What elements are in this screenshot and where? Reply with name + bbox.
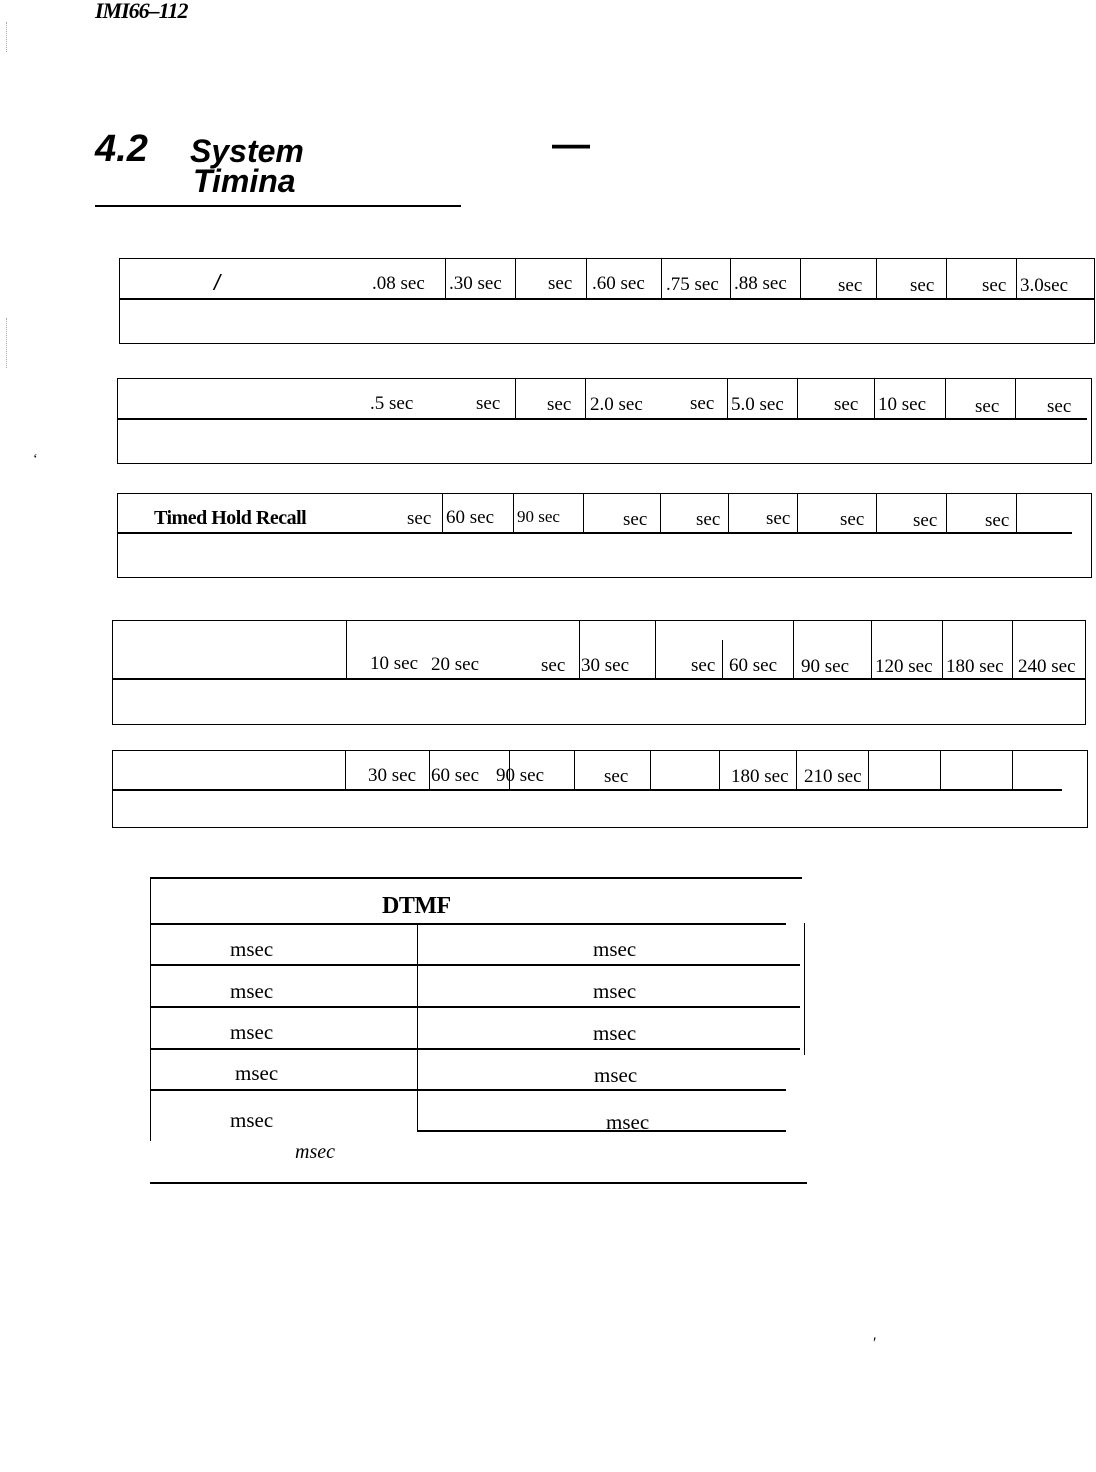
table-1-col-line: [876, 258, 877, 298]
table-1-frame: [119, 258, 1095, 344]
table-5-col-line: [1012, 750, 1013, 789]
table-3-col-line: [876, 493, 877, 532]
table-3-col-line: [583, 493, 584, 532]
dtmf-right-value: msec: [593, 1021, 637, 1045]
table-4-col-line: [1012, 620, 1013, 678]
table-5-value: 180 sec: [731, 766, 789, 787]
table-1-value: .75 sec: [666, 274, 719, 295]
dtmf-right-value: msec: [593, 937, 637, 961]
dtmf-bottom-rule: [150, 1182, 807, 1184]
dtmf-left-value: msec: [230, 1108, 274, 1132]
dtmf-heading: DTMF: [382, 893, 451, 919]
table-2-value: sec: [834, 394, 859, 415]
table-5-value: 90 sec: [496, 765, 545, 786]
dtmf-right-value: msec: [593, 979, 637, 1003]
table-5-value: sec: [604, 766, 629, 787]
table-3-col-line: [660, 493, 661, 532]
table-1-col-line: [661, 258, 662, 298]
dtmf-row-rule: [150, 964, 800, 966]
table-4-value: 240 sec: [1018, 656, 1076, 677]
dtmf-row-rule: [150, 1006, 800, 1008]
table-2-col-line: [1015, 378, 1016, 418]
table-2-value: sec: [547, 394, 572, 415]
table-1-col-line: [800, 258, 801, 298]
table-1-col-line: [586, 258, 587, 298]
dtmf-top-rule: [150, 877, 802, 879]
table-4-divider: [112, 678, 1086, 680]
table-1-value: 3.0sec: [1020, 275, 1069, 296]
table-1-col-line: [515, 258, 516, 298]
table-4-value: 10 sec: [370, 653, 419, 674]
margin-mark: ‘: [33, 452, 38, 467]
table-1-slash: /: [214, 270, 221, 295]
scan-speckle: [6, 318, 23, 368]
dtmf-footer-value: msec: [295, 1141, 335, 1163]
table-1-value: .88 sec: [734, 273, 787, 294]
table-2-value: sec: [975, 396, 1000, 417]
dtmf-left-value: msec: [235, 1061, 279, 1085]
table-3-value: 60 sec: [446, 507, 495, 528]
table-4-col-line: [871, 620, 872, 678]
dtmf-row-rule: [417, 1130, 786, 1132]
table-3-value: sec: [985, 510, 1010, 531]
table-1-value: sec: [548, 273, 573, 294]
table-5-col-line: [574, 750, 575, 789]
table-2-col-line: [797, 378, 798, 418]
table-2-col-line: [874, 378, 875, 418]
table-3-value: 90 sec: [517, 507, 560, 526]
dtmf-left-edge: [150, 877, 151, 1141]
table-3-value: sec: [407, 508, 432, 529]
table-2-col-line: [945, 378, 946, 418]
table-3-value: sec: [623, 509, 648, 530]
table-1-col-line: [445, 258, 446, 298]
dtmf-right-edge: [804, 923, 805, 1055]
dtmf-left-value: msec: [230, 937, 274, 961]
dtmf-right-value: msec: [606, 1110, 650, 1134]
table-1-col-line: [730, 258, 731, 298]
scan-speckle: [6, 22, 23, 52]
table-1-divider: [119, 298, 1095, 300]
dtmf-center-line: [417, 923, 418, 1130]
bottom-tick-mark: ′: [873, 1335, 877, 1352]
table-3-col-line: [513, 493, 514, 532]
table-4-value: 20 sec: [431, 654, 480, 675]
table-4-col-line: [793, 620, 794, 678]
section-title-line1: System: [190, 133, 304, 169]
table-5-divider: [112, 789, 1062, 791]
table-2-value: sec: [690, 393, 715, 414]
dtmf-row-rule: [150, 1089, 786, 1091]
table-2-value: sec: [1047, 396, 1072, 417]
table-4-col-line: [346, 620, 347, 678]
table-4-value: sec: [541, 655, 566, 676]
dtmf-left-value: msec: [230, 1020, 274, 1044]
table-3-col-line: [1016, 493, 1017, 532]
table-2-value: 10 sec: [878, 394, 927, 415]
table-3-col-line: [797, 493, 798, 532]
table-5-col-line: [940, 750, 941, 789]
table-3-value: sec: [913, 510, 938, 531]
table-5-value: 210 sec: [804, 766, 862, 787]
table-4-col-line: [655, 620, 656, 678]
table-1-col-line: [946, 258, 947, 298]
table-4-col-line: [942, 620, 943, 678]
timed-hold-recall-label: Timed Hold Recall: [154, 507, 307, 529]
table-3-col-line: [442, 493, 443, 532]
table-4-col-line: [579, 620, 580, 678]
section-title-line2: Timina: [193, 163, 296, 199]
table-1-value: sec: [838, 275, 863, 296]
table-2-divider: [117, 418, 1087, 420]
title-dash: —: [552, 124, 590, 166]
title-underline: [95, 205, 461, 207]
table-5-col-line: [719, 750, 720, 789]
table-2-value: sec: [476, 393, 501, 414]
table-1-value: .30 sec: [449, 273, 502, 294]
dtmf-row-rule: [150, 1048, 800, 1050]
table-3-col-line: [946, 493, 947, 532]
table-5-col-line: [796, 750, 797, 789]
dtmf-header-rule: [150, 923, 786, 925]
table-4-value: 90 sec: [801, 656, 850, 677]
document-code: IMI66–112: [95, 0, 188, 23]
table-2-col-line: [515, 378, 516, 418]
table-2-col-line: [727, 378, 728, 418]
table-2-col-line: [585, 378, 586, 418]
table-2-value: 2.0 sec: [590, 394, 643, 415]
table-3-value: sec: [696, 509, 721, 530]
table-5-col-line: [429, 750, 430, 789]
table-1-value: sec: [982, 275, 1007, 296]
dtmf-right-value: msec: [594, 1063, 638, 1087]
table-5-value: 30 sec: [368, 765, 417, 786]
dtmf-left-value: msec: [230, 979, 274, 1003]
table-5-col-line: [650, 750, 651, 789]
table-4-value: 120 sec: [875, 656, 933, 677]
table-1-value: .60 sec: [592, 273, 645, 294]
table-5-col-line: [868, 750, 869, 789]
table-1-col-line: [1016, 258, 1017, 298]
table-5-col-line: [345, 750, 346, 789]
table-5-value: 60 sec: [431, 765, 480, 786]
table-1-value: sec: [910, 275, 935, 296]
table-4-value: 30 sec: [581, 655, 630, 676]
table-3-value: sec: [766, 508, 791, 529]
table-4-value: 60 sec: [729, 655, 778, 676]
table-4-value: 180 sec: [946, 656, 1004, 677]
table-3-col-line: [728, 493, 729, 532]
table-2-value: .5 sec: [370, 393, 414, 414]
table-3-divider: [117, 532, 1072, 534]
table-4-col-line: [722, 640, 723, 678]
table-3-value: sec: [840, 509, 865, 530]
table-2-value: 5.0 sec: [731, 394, 784, 415]
table-1-value: .08 sec: [372, 273, 425, 294]
section-number: 4.2: [95, 128, 148, 170]
table-4-value: sec: [691, 655, 716, 676]
